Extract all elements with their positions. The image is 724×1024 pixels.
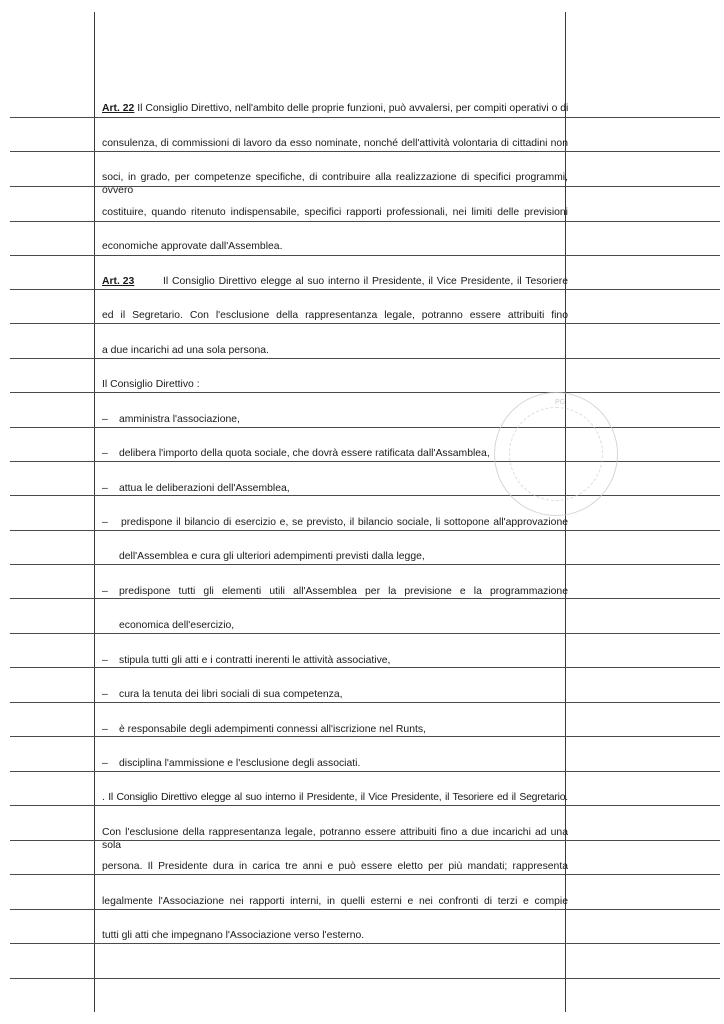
closing-line-1: . Il Consiglio Direttivo elegge al suo interno il Presidente, il Vice Presidente, il Tesoriere ed il Segretario. [102,792,568,803]
stamp-inner-ring [509,407,603,501]
bullet-item: amministra l'associazione, [119,414,240,425]
ruled-line [10,151,720,152]
ruled-line [10,564,720,565]
list-intro: Il Consiglio Direttivo : [102,379,200,390]
closing-line-2: Con l'esclusione della rappresentanza legale, potranno essere attribuiti fino a due incarichi ad una sola [102,827,568,851]
ruled-line [10,702,720,703]
bullet-marker: – [102,724,108,735]
art23-line-1 [102,275,568,288]
art22-line-4: costituire, quando ritenuto indispensabile, specifici rapporti professionali, nei limiti delle previsioni [102,207,568,218]
art22-line-2: consulenza, di commissioni di lavoro da esso nominate, nonché dell'attività volontaria di cittadini non [102,138,568,149]
bullet-item-continuation: dell'Assemblea e cura gli ulteriori adempimenti previsti dalla legge, [119,551,425,562]
ruled-line [10,289,720,290]
bullet-item: cura la tenuta dei libri sociali di sua competenza, [119,689,343,700]
art22-text: Il Consiglio Direttivo, nell'ambito delle proprie funzioni, può avvalersi, per compiti operativi o di [137,103,569,114]
bullet-item: attua le deliberazioni dell'Assemblea, [119,483,290,494]
bullet-item-continuation: economica dell'esercizio, [119,620,235,631]
ruled-line [10,392,720,393]
bullet-marker: – [102,517,108,528]
art23-line-3: a due incarichi ad una sola persona. [102,345,269,356]
official-stamp [494,392,618,516]
ruled-line [10,117,720,118]
ruled-line [10,427,720,428]
ruled-line [10,598,720,599]
ruled-line [10,978,720,979]
art22-line-3: soci, in grado, per competenze specifiche, di contribuire alla realizzazione di specifici programmi, ovvero [102,172,568,196]
ruled-line [10,495,720,496]
bullet-marker: – [102,483,108,494]
ruled-line [10,909,720,910]
ruled-line [10,667,720,668]
art22-number: Art. 22 [102,103,135,114]
closing-line-4: legalmente l'Associazione nei rapporti interni, in quelli esterni e nei confronti di terzi e compie [102,896,568,907]
ruled-line [10,736,720,737]
bullet-marker: – [102,586,108,597]
bullet-item: è responsabile degli adempimenti connessi all'iscrizione nel Runts, [119,724,426,735]
ruled-line [10,771,720,772]
bullet-item: predispone il bilancio di esercizio e, se previsto, il bilancio sociale, li sottopone all'approvazione [121,517,568,528]
art22-line-1 [102,102,569,115]
bullet-marker: – [102,689,108,700]
left-margin-rule [94,12,95,1012]
art23-text: Il Consiglio Direttivo elegge al suo interno il Presidente, il Vice Presidente, il Tesoriere [163,276,568,287]
ruled-line [10,805,720,806]
bullet-item: predispone tutti gli elementi utili all'Assemblea per la previsione e la programmazione [119,586,568,597]
ruled-line [10,358,720,359]
art23-line-2: ed il Segretario. Con l'esclusione della rappresentanza legale, potranno essere attribuiti fino [102,310,568,321]
closing-line-3: persona. Il Presidente dura in carica tre anni e può essere eletto per più mandati; rappresenta [102,861,568,872]
ruled-line [10,633,720,634]
ruled-line [10,530,720,531]
bullet-item: disciplina l'ammissione e l'esclusione degli associati. [119,758,361,769]
bullet-item: delibera l'importo della quota sociale, che dovrà essere ratificata dall'Assamblea, [119,448,490,459]
ruled-line [10,221,720,222]
bullet-marker: – [102,414,108,425]
ruled-line [10,874,720,875]
bullet-item: stipula tutti gli atti e i contratti inerenti le attività associative, [119,655,391,666]
ruled-line [10,323,720,324]
stamp-mark: PG [555,399,566,406]
bullet-marker: – [102,448,108,459]
ruled-line [10,943,720,944]
art23-number: Art. 23 [102,276,135,287]
bullet-marker: – [102,758,108,769]
ruled-line [10,255,720,256]
art22-line-5: economiche approvate dall'Assemblea. [102,241,283,252]
closing-line-5: tutti gli atti che impegnano l'Associazione verso l'esterno. [102,930,365,941]
bullet-marker: – [102,655,108,666]
